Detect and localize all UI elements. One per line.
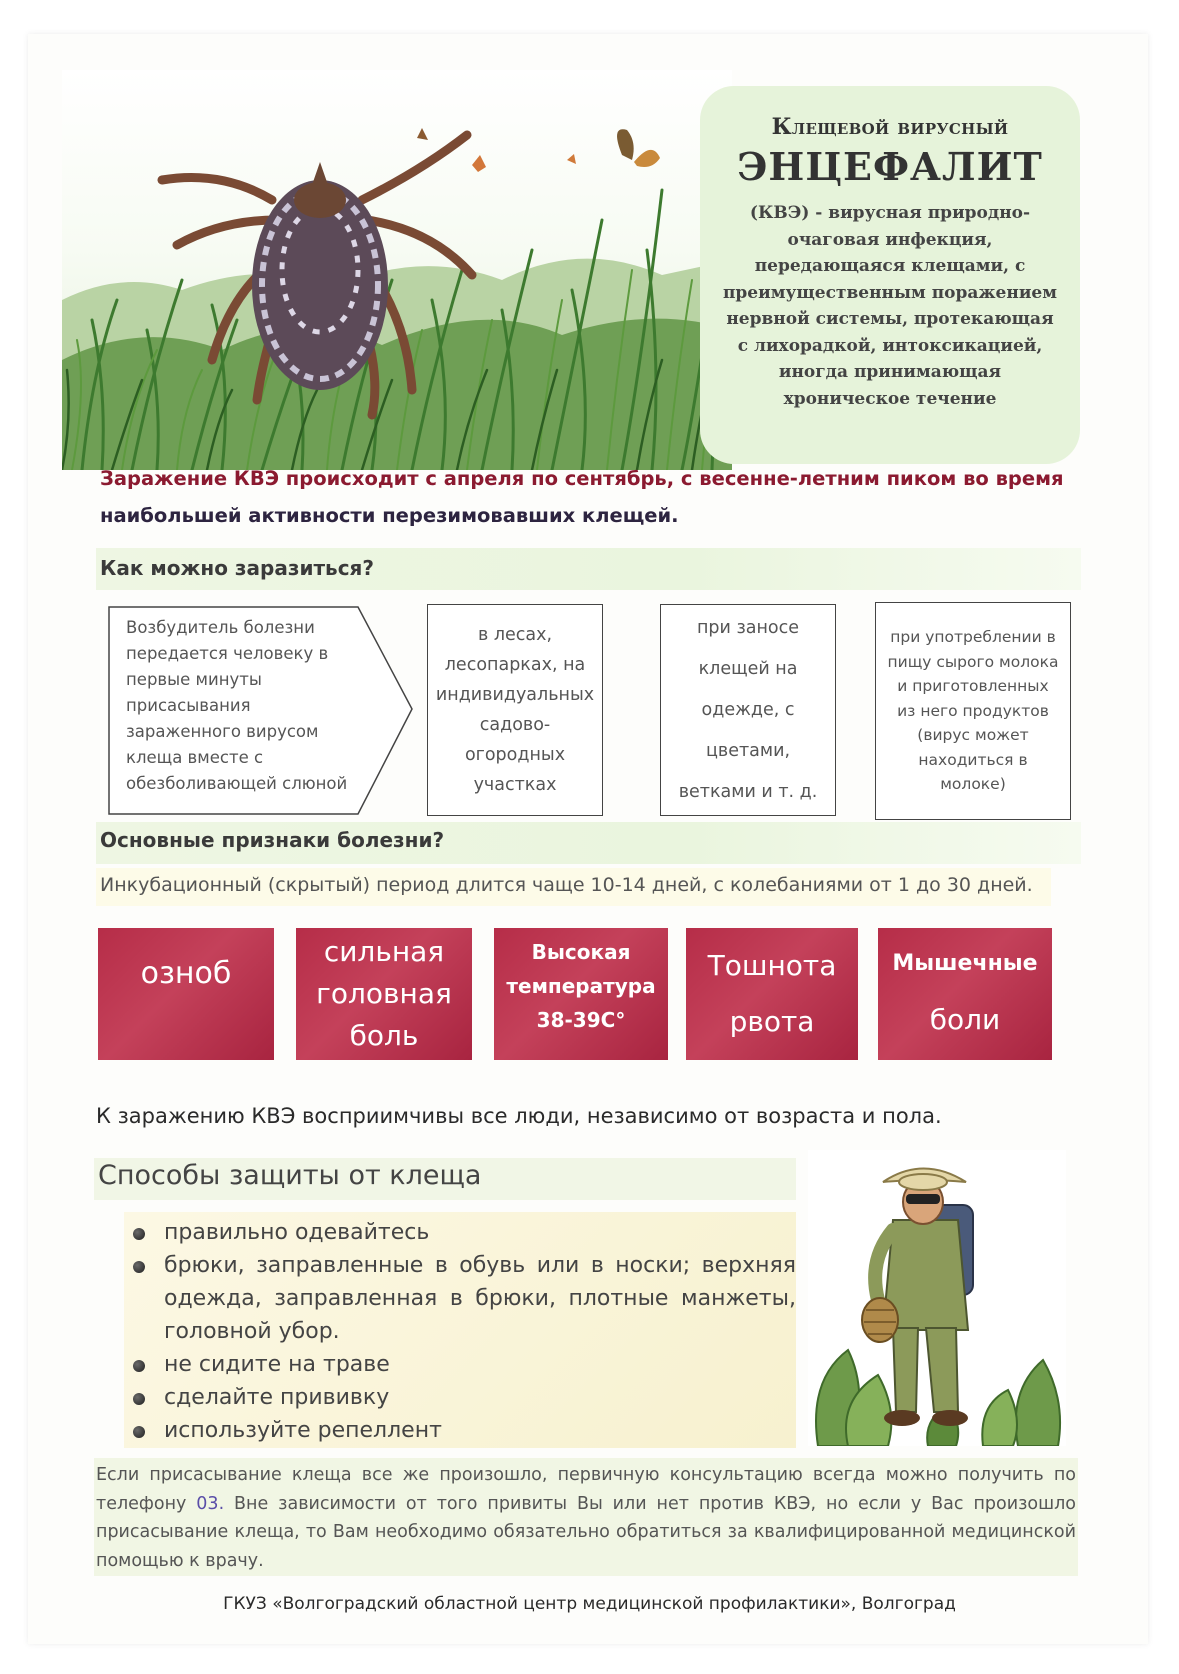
lead-paragraph [100, 460, 1090, 534]
infection-box-4-text: при употреблении в пищу сырого молока и приготовленных из него продуктов (вирус может находиться в молоке) [887, 628, 1059, 794]
emergency-phone: 03. [196, 1493, 225, 1514]
protection-heading: Способы защиты от клеща [98, 1160, 482, 1191]
protection-item: сделайте прививку [130, 1381, 796, 1414]
symptom-nausea [686, 928, 858, 1060]
protection-item: используйте репеллент [130, 1414, 796, 1447]
symptom-muscle-pain [878, 928, 1052, 1060]
tick-illustration [62, 70, 732, 470]
advice-paragraph: Если присасывание клеща все же произошло, первичную консультацию всегда можно получить по телефону 03. Вне зависимости от того привиты Вы или нет против КВЭ, но если у Вас произошло присасывание клеща, то Вам необходимо обязательно обратиться за квалифицированной медицинской помощью к врачу. [96, 1465, 1076, 1571]
infection-box-2 [427, 604, 603, 816]
lead-line-1: Заражение КВЭ происходит с апреля по сентябрь, с весенне-летним пиком во время [100, 467, 1064, 490]
title-line-1: Клещевой вирусный [771, 114, 1009, 140]
infection-box-2-text: в лесах, лесопарках, на индивидуальных садово-огородных участках [435, 625, 595, 795]
title-card [700, 86, 1080, 464]
footer-organization: ГКУЗ «Волгоградский областной центр медицинской профилактики», Волгоград [223, 1594, 956, 1614]
symptom-chills-label: озноб [140, 956, 232, 991]
lead-line-2: наибольшей активности перезимовавших клещей. [100, 504, 679, 527]
symptom-headache-label: сильная головная боль [316, 935, 452, 1052]
hiker-illustration [808, 1150, 1066, 1446]
title-main: ЭНЦЕФАЛИТ [737, 144, 1043, 189]
symptom-headache [296, 928, 472, 1060]
symptom-fever-label: Высокая температура 38-39С° [506, 940, 656, 1032]
infection-box-3-text: при заносе клещей на одежде, с цветами, ветками и т. д. [678, 617, 818, 802]
symptom-vomiting-label: рвота [729, 1005, 815, 1038]
infection-box-4 [875, 602, 1071, 820]
signs-heading: Основные признаки болезни? [100, 828, 445, 852]
bullet-icon [133, 1393, 145, 1405]
infection-heading: Как можно заразиться? [100, 556, 374, 580]
bullet-icon [133, 1261, 145, 1273]
symptom-nausea-label: Тошнота [707, 949, 837, 982]
susceptibility-text: К заражению КВЭ восприимчивы все люди, независимо от возраста и пола. [96, 1104, 942, 1128]
bullet-icon [133, 1228, 145, 1240]
protection-item: брюки, заправленные в обувь или в носки; верхняя одежда, заправленная в брюки, плотные манжеты, головной убор. [130, 1249, 796, 1348]
symptom-chills [98, 928, 274, 1060]
symptom-muscle-label: Мышечные [892, 951, 1038, 976]
incubation-text: Инкубационный (скрытый) период длится чаще 10-14 дней, с колебаниями от 1 до 30 дней. [100, 874, 1033, 896]
infection-box-1-text: Возбудитель болезни передается человеку в первые минуты присасывания зараженного вирусом клеща вместе с обезболивающей слюной [126, 618, 348, 793]
bullet-icon [133, 1426, 145, 1438]
grass-tick-picture [62, 70, 732, 470]
infection-box-3 [660, 604, 836, 816]
protection-list [130, 1216, 796, 1447]
symptom-pain-label: боли [929, 1003, 1001, 1036]
protection-item: не сидите на траве [130, 1348, 796, 1381]
protection-item: правильно одевайтесь [130, 1216, 796, 1249]
symptom-fever [494, 928, 668, 1060]
bullet-icon [133, 1360, 145, 1372]
title-description: (КВЭ) - вирусная природно-очаговая инфекция, передающаяся клещами, с преимущественным поражением нервной системы, протекающая с лихорадкой, интоксикацией, иногда принимающая хроническое течение [722, 203, 1058, 409]
